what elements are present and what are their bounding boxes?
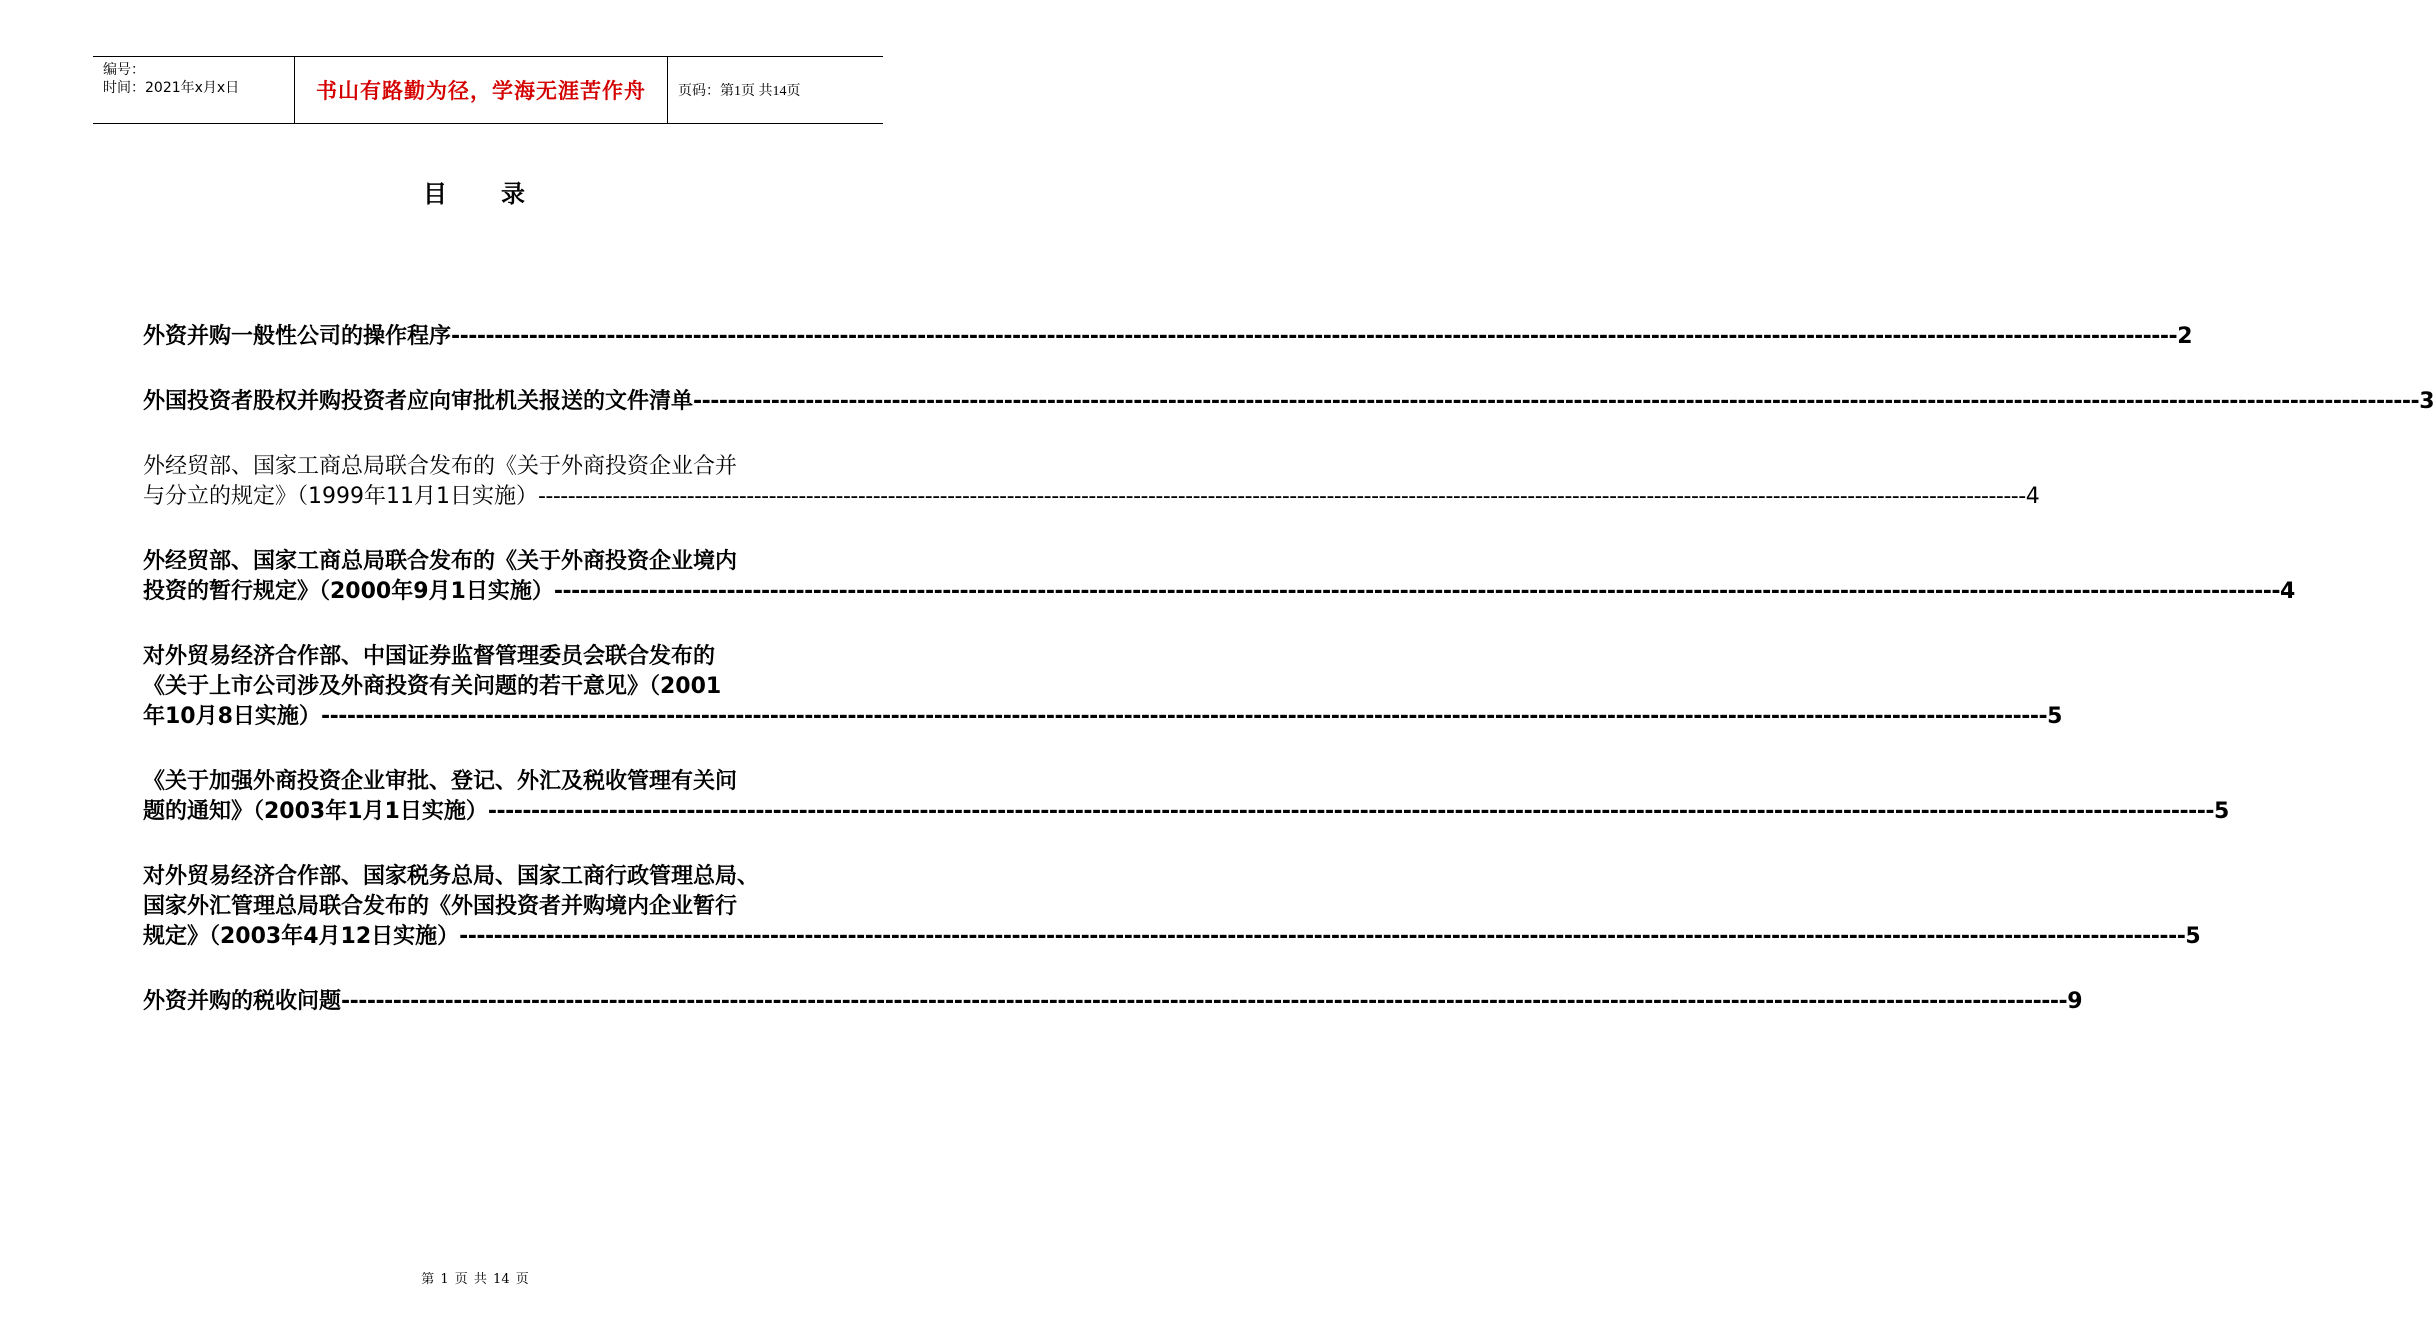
toc-leader: --------------------------------------------------------------------------------------------------------------------------------------------------------------------------------------------------------: [693, 389, 2420, 414]
toc-entry-last-line: [143, 987, 2083, 1017]
header-page-info: [668, 57, 883, 123]
toc-entry-last-line: [143, 702, 2063, 732]
toc-entry-last-line: [143, 322, 2193, 352]
toc-entry-title: 外资并购的税收问题: [143, 989, 342, 1014]
toc-entry-title: 外资并购一般性公司的操作程序: [143, 324, 452, 349]
toc-entry-last-line: [143, 797, 2230, 827]
toc-entry-line: 国家外汇管理总局联合发布的《外国投资者并购境内企业暂行: [143, 894, 738, 919]
toc-page-number: 5: [2185, 924, 2201, 949]
toc-entry-last-line: [143, 482, 2040, 512]
document-number-label: 编号：: [103, 62, 145, 78]
page-header: [93, 56, 883, 124]
toc-entry-title: 与分立的规定》（1999年11月1日实施）: [143, 484, 538, 509]
toc-entry-title: 年10月8日实施）: [143, 704, 321, 729]
toc-leader: --------------------------------------------------------------------------------------------------------------------------------------------------------------------------------------------------------: [537, 484, 2026, 509]
toc-page-number: 5: [2047, 704, 2063, 729]
toc-entry-line: 外经贸部、国家工商总局联合发布的《关于外商投资企业境内: [143, 549, 738, 574]
toc-entry-line: 《关于上市公司涉及外商投资有关问题的若干意见》（2001: [143, 674, 722, 699]
toc-page-number: 5: [2214, 799, 2230, 824]
toc-page-number: 4: [2280, 579, 2296, 604]
toc-page-number: 4: [2025, 484, 2040, 509]
header-motto: 书山有路勤为径，学海无涯苦作舟: [295, 57, 668, 123]
toc-entry[interactable]: [143, 322, 2193, 352]
toc-entry-line: 对外贸易经济合作部、中国证券监督管理委员会联合发布的: [143, 644, 716, 669]
toc-entry-title: 规定》（2003年4月12日实施）: [143, 924, 460, 949]
toc-entry[interactable]: [143, 547, 2296, 607]
toc-entry-line: 《关于加强外商投资企业审批、登记、外汇及税收管理有关问: [143, 769, 738, 794]
page-title: [0, 174, 950, 209]
toc-leader: --------------------------------------------------------------------------------------------------------------------------------------------------------------------------------------------------------: [320, 704, 2048, 729]
page-footer: 第 1 页 共 14 页: [421, 1272, 529, 1287]
header-meta: [93, 57, 295, 123]
toc-entry-last-line: [143, 577, 2296, 607]
toc-entry[interactable]: [143, 642, 2063, 732]
toc-entry[interactable]: [143, 987, 2083, 1017]
toc-entry-title: 投资的暂行规定》（2000年9月1日实施）: [143, 579, 554, 604]
toc-entry[interactable]: [143, 452, 2040, 512]
toc-leader: --------------------------------------------------------------------------------------------------------------------------------------------------------------------------------------------------------: [459, 924, 2186, 949]
toc-leader: --------------------------------------------------------------------------------------------------------------------------------------------------------------------------------------------------------: [553, 579, 2281, 604]
toc-entry-title: 外国投资者股权并购投资者应向审批机关报送的文件清单: [143, 389, 694, 414]
toc-entry-last-line: [143, 387, 2435, 417]
toc-entry-last-line: [143, 922, 2201, 952]
toc-leader: --------------------------------------------------------------------------------------------------------------------------------------------------------------------------------------------------------: [487, 799, 2215, 824]
toc-entry[interactable]: [143, 862, 2201, 952]
toc-entry-line: 对外贸易经济合作部、国家税务总局、国家工商行政管理总局、: [143, 864, 760, 889]
toc-entry[interactable]: [143, 387, 2435, 417]
page-title-char-2: 录: [501, 180, 527, 208]
toc-entry-line: 外经贸部、国家工商总局联合发布的《关于外商投资企业合并: [143, 454, 738, 479]
document-time-label: 时间：2021年x月x日: [103, 80, 240, 96]
toc-page-number: 3: [2419, 389, 2435, 414]
header-page-info-text: 页码：第1页 共14页: [678, 84, 801, 99]
toc-page-number: 2: [2177, 324, 2193, 349]
page-title-char-1: 目: [423, 180, 449, 208]
toc-entry-title: 题的通知》（2003年1月1日实施）: [143, 799, 488, 824]
toc-leader: --------------------------------------------------------------------------------------------------------------------------------------------------------------------------------------------------------: [341, 989, 2068, 1014]
table-of-contents: [143, 322, 2435, 1052]
toc-page-number: 9: [2067, 989, 2083, 1014]
toc-leader: --------------------------------------------------------------------------------------------------------------------------------------------------------------------------------------------------------: [451, 324, 2178, 349]
toc-entry[interactable]: [143, 767, 2230, 827]
